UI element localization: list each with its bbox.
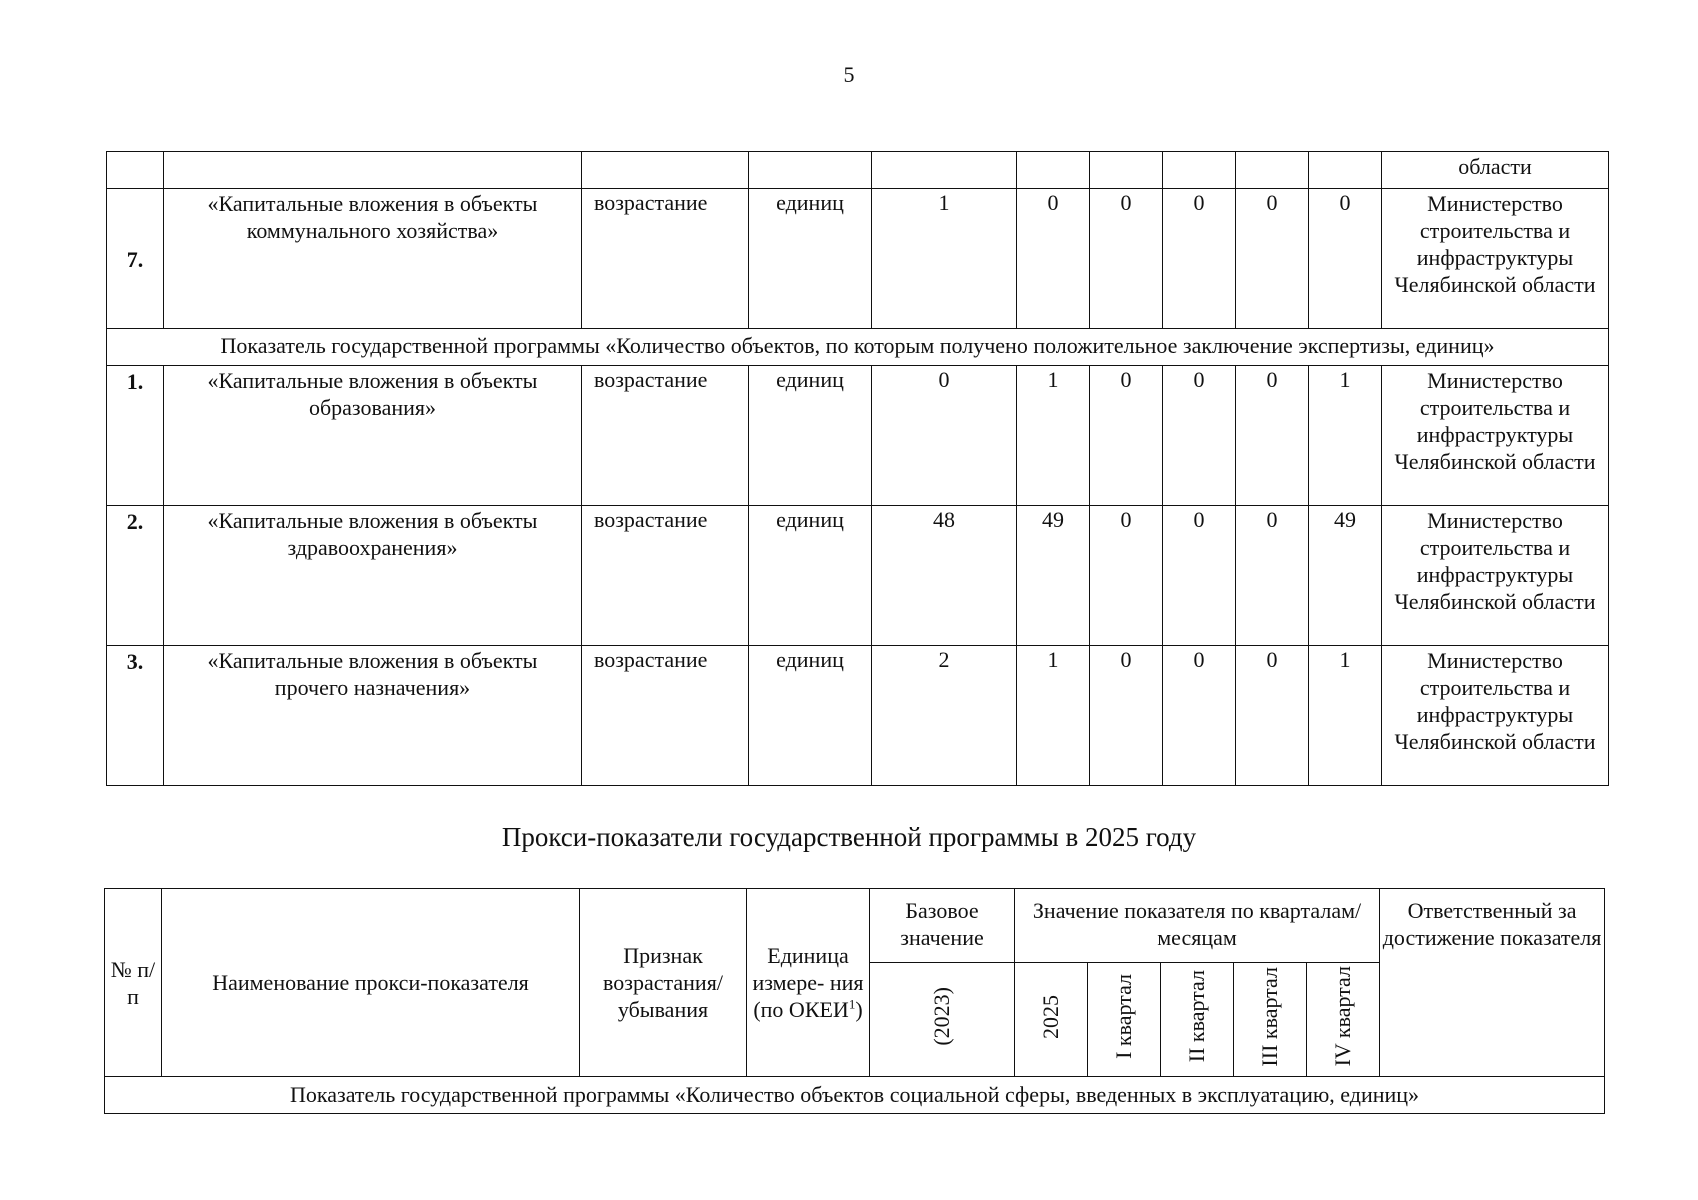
base-value: 0 bbox=[872, 366, 1017, 506]
section-title: Показатель государственной программы «Количество объектов, по которым получено положительное заключение экспертизы, единиц» bbox=[107, 329, 1609, 366]
row-number: 2. bbox=[107, 506, 164, 646]
table-row bbox=[107, 366, 1609, 506]
indicator-name: «Капитальные вложения в объекты коммунального хозяйства» bbox=[164, 189, 582, 329]
indicator-name: «Капитальные вложения в объекты здравоохранения» bbox=[164, 506, 582, 646]
q2-label: II квартал bbox=[1184, 970, 1209, 1063]
header-q2 bbox=[1161, 963, 1234, 1077]
proxy-heading: Прокси-показатели государственной программы в 2025 году bbox=[501, 822, 1197, 852]
table-row-continuation bbox=[107, 152, 1609, 189]
value-2025: 49 bbox=[1017, 506, 1090, 646]
proxy-table bbox=[104, 888, 1605, 1114]
header-row bbox=[105, 889, 1605, 963]
responsible-cell: области bbox=[1382, 152, 1609, 189]
responsible-cell: Министерство строительства и инфраструктуры Челябинской области bbox=[1382, 189, 1609, 329]
q4-label: IV квартал bbox=[1330, 966, 1356, 1067]
value-2025: 1 bbox=[1017, 366, 1090, 506]
header-values-group: Значение показателя по кварталам/месяцам bbox=[1015, 889, 1380, 963]
header-year bbox=[1015, 963, 1088, 1077]
value-q1: 0 bbox=[1090, 189, 1163, 329]
value-q1: 0 bbox=[1090, 366, 1163, 506]
value-q2: 0 bbox=[1163, 506, 1236, 646]
base-value: 1 bbox=[872, 189, 1017, 329]
value-q3: 0 bbox=[1236, 506, 1309, 646]
header-base: Базовое значение bbox=[870, 889, 1015, 963]
value-q1: 0 bbox=[1090, 506, 1163, 646]
value-2025: 1 bbox=[1017, 646, 1090, 786]
header-responsible: Ответственный за достижение показателя bbox=[1380, 889, 1605, 1077]
year-label: 2025 bbox=[1038, 994, 1063, 1039]
header-num: № п/п bbox=[105, 889, 162, 1077]
value-q3: 0 bbox=[1236, 646, 1309, 786]
table-row bbox=[107, 506, 1609, 646]
value-q4: 49 bbox=[1309, 506, 1382, 646]
footnote-mark: 1 bbox=[848, 996, 856, 1012]
value-q2: 0 bbox=[1163, 189, 1236, 329]
header-unit-text: Единица измере- ния (по ОКЕИ bbox=[752, 943, 864, 1022]
value-q3: 0 bbox=[1236, 366, 1309, 506]
value-q4: 1 bbox=[1309, 646, 1382, 786]
q3-label: III квартал bbox=[1257, 966, 1282, 1067]
header-name: Наименование прокси-показателя bbox=[162, 889, 580, 1077]
table-row bbox=[107, 646, 1609, 786]
section-row bbox=[105, 1077, 1605, 1114]
indicator-name: «Капитальные вложения в объекты прочего назначения» bbox=[164, 646, 582, 786]
header-q4 bbox=[1307, 963, 1380, 1077]
value-2025: 0 bbox=[1017, 189, 1090, 329]
section-row bbox=[107, 329, 1609, 366]
base-year-label: (2023) bbox=[929, 987, 954, 1046]
header-q1 bbox=[1088, 963, 1161, 1077]
base-value: 48 bbox=[872, 506, 1017, 646]
unit: единиц bbox=[749, 646, 872, 786]
responsible-cell: Министерство строительства и инфраструктуры Челябинской области bbox=[1382, 366, 1609, 506]
unit: единиц bbox=[749, 366, 872, 506]
header-unit bbox=[747, 889, 870, 1077]
trend-sign: возрастание bbox=[582, 189, 749, 329]
base-value: 2 bbox=[872, 646, 1017, 786]
q1-label: I квартал bbox=[1111, 974, 1136, 1059]
row-number: 1. bbox=[107, 366, 164, 506]
header-q3 bbox=[1234, 963, 1307, 1077]
trend-sign: возрастание bbox=[582, 366, 749, 506]
trend-sign: возрастание bbox=[582, 506, 749, 646]
value-q2: 0 bbox=[1163, 366, 1236, 506]
responsible-cell: Министерство строительства и инфраструктуры Челябинской области bbox=[1382, 506, 1609, 646]
value-q3: 0 bbox=[1236, 189, 1309, 329]
value-q1: 0 bbox=[1090, 646, 1163, 786]
indicator-name: «Капитальные вложения в объекты образования» bbox=[164, 366, 582, 506]
row-number: 3. bbox=[107, 646, 164, 786]
trend-sign: возрастание bbox=[582, 646, 749, 786]
value-q4: 1 bbox=[1309, 366, 1382, 506]
indicators-table bbox=[106, 151, 1609, 786]
section-title: Показатель государственной программы «Количество объектов социальной сферы, введенных в эксплуатацию, единиц» bbox=[105, 1077, 1605, 1114]
table-row bbox=[107, 189, 1609, 329]
unit: единиц bbox=[749, 506, 872, 646]
value-q4: 0 bbox=[1309, 189, 1382, 329]
header-base-year bbox=[870, 963, 1015, 1077]
value-q2: 0 bbox=[1163, 646, 1236, 786]
responsible-cell: Министерство строительства и инфраструктуры Челябинской области bbox=[1382, 646, 1609, 786]
row-number: 7. bbox=[107, 189, 164, 329]
header-sign: Признак возрастания/ убывания bbox=[580, 889, 747, 1077]
header-unit-close: ) bbox=[855, 997, 863, 1022]
unit: единиц bbox=[749, 189, 872, 329]
page-number: 5 bbox=[843, 62, 855, 87]
